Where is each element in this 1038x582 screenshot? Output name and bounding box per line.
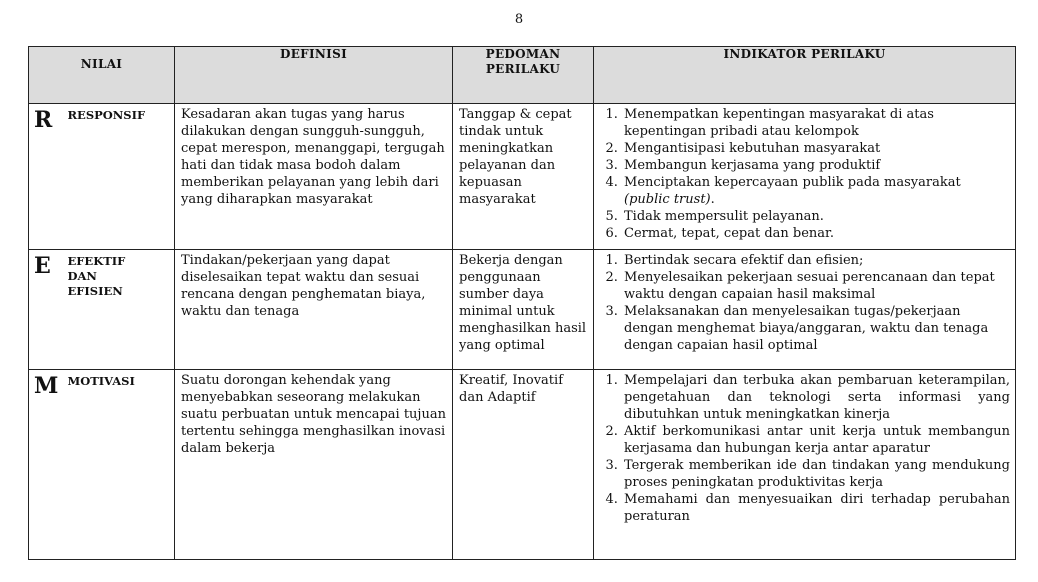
nilai-line: EFEKTIF (67, 254, 126, 268)
indikator-list (600, 372, 1010, 525)
definisi-text: Tindakan/pekerjaan yang dapat diselesaikan tepat waktu dan sesuai rencana dengan penghematan biaya, waktu dan tenaga (175, 250, 453, 370)
table-row-efektif (29, 250, 1016, 370)
header-row (29, 47, 1016, 104)
pedoman-text: Kreatif, Inovatif dan Adaptif (453, 370, 594, 560)
list-item: 3. Tergerak memberikan ide dan tindakan yang mendukung proses peningkatan produktivitas kerja (622, 457, 1010, 491)
indikator-list (600, 252, 1010, 354)
table-row-motivasi (29, 370, 1016, 560)
table-row-responsif (29, 104, 1016, 250)
list-item: 1. Mempelajari dan terbuka akan pembaruan keterampilan, pengetahuan dan teknologi serta informasi yang dibutuhkan untuk meningkatkan kinerja (622, 372, 1010, 423)
list-item (622, 174, 1010, 208)
list-item-end: . (710, 192, 715, 207)
nilai-name (65, 250, 175, 370)
nilai-name: MOTIVASI (65, 370, 175, 560)
header-pedoman-line1: PEDOMAN (485, 47, 561, 61)
pedoman-text: Bekerja dengan penggunaan sumber daya minimal untuk menghasilkan hasil yang optimal (453, 250, 594, 370)
row-letter: R (29, 104, 65, 250)
nilai-line: EFISIEN (67, 284, 123, 298)
nilai-name: RESPONSIF (65, 104, 175, 250)
row-letter: M (29, 370, 65, 560)
list-item: 2. Mengantisipasi kebutuhan masyarakat (622, 140, 1010, 157)
header-pedoman (453, 47, 594, 104)
list-item: 2. Menyelesaikan pekerjaan sesuai perencanaan dan tepat waktu dengan capaian hasil maksimal (622, 269, 1010, 303)
list-item: 3. Membangun kerjasama yang produktif (622, 157, 1010, 174)
header-definisi: DEFINISI (175, 47, 453, 104)
nilai-line: DAN (67, 269, 97, 283)
list-item: 6. Cermat, tepat, cepat dan benar. (622, 225, 1010, 242)
indikator-cell (594, 250, 1016, 370)
list-item-text: Menciptakan kepercayaan publik pada masyarakat (624, 175, 961, 190)
list-item-italic: (public trust) (624, 192, 711, 207)
values-table (28, 46, 1016, 560)
indikator-cell (594, 370, 1016, 560)
indikator-cell (594, 104, 1016, 250)
page-number: 8 (514, 12, 524, 27)
list-item: 4. Memahami dan menyesuaikan diri terhadap perubahan peraturan (622, 491, 1010, 525)
list-item: 5. Tidak mempersulit pelayanan. (622, 208, 1010, 225)
header-indikator: INDIKATOR PERILAKU (594, 47, 1016, 104)
pedoman-text: Tanggap & cepat tindak untuk meningkatkan pelayanan dan kepuasan masyarakat (453, 104, 594, 250)
list-item: 3. Melaksanakan dan menyelesaikan tugas/pekerjaan dengan menghemat biaya/anggaran, waktu dan tenaga dengan capaian hasil optimal (622, 303, 1010, 354)
header-pedoman-line2: PERILAKU (485, 62, 561, 76)
definisi-text: Kesadaran akan tugas yang harus dilakukan dengan sungguh-sungguh, cepat merespon, menanggapi, tergugah hati dan tidak masa bodoh dalam memberikan pelayanan yang lebih dari yang diharapkan masyarakat (175, 104, 453, 250)
indikator-list (600, 106, 1010, 242)
header-nilai: NILAI (29, 47, 175, 104)
list-item: 1. Menempatkan kepentingan masyarakat di atas kepentingan pribadi atau kelompok (622, 106, 1010, 140)
list-item: 1. Bertindak secara efektif dan efisien; (622, 252, 1010, 269)
row-letter: E (29, 250, 65, 370)
definisi-text: Suatu dorongan kehendak yang menyebabkan seseorang melakukan suatu perbuatan untuk mencapai tujuan tertentu sehingga menghasilkan inovasi dalam bekerja (175, 370, 453, 560)
list-item: 2. Aktif berkomunikasi antar unit kerja untuk membangun kerjasama dan hubungan kerja antar aparatur (622, 423, 1010, 457)
